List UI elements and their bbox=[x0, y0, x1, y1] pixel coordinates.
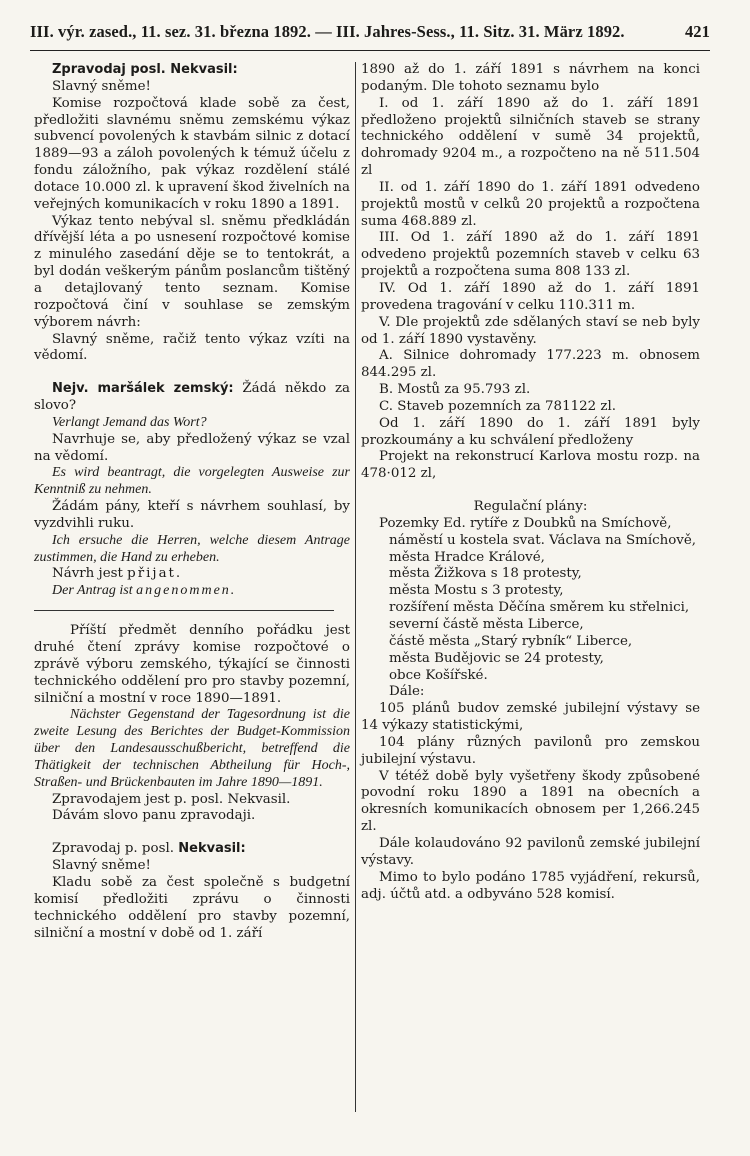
paragraph: V tétéž době byly vyšetřeny škody způsobené povodní roku 1890 a 1891 na obecních a okresních komunikacích obnosem per 1,266.245 zl. bbox=[361, 768, 700, 835]
paragraph: Slavný sněme, račiž tento výkaz vzíti na vědomí. bbox=[34, 331, 350, 364]
speaker-line: Zpravodaj p. posl. Nekvasil: bbox=[52, 841, 246, 857]
paragraph: 104 plány různých pavilonů pro zemskou jubilejní výstavu. bbox=[361, 734, 700, 767]
salutation: Slavný sněme! bbox=[52, 78, 151, 94]
paragraph-german: Nächster Gegenstand der Tagesordnung ist die zweite Lesung des Berichtes der Budget-Kommission über den Landesausschußbericht, betreffend die Thätigkeit der technischen Abtheilung für Hoch-, Straßen- und Brückenbauten im Jahre 1890—1891. bbox=[34, 707, 350, 790]
salutation: Slavný sněme! bbox=[52, 858, 151, 874]
paragraph: Zpravodajem jest p. posl. Nekvasil. bbox=[52, 791, 291, 807]
list-item: obce Košířské. bbox=[389, 667, 488, 683]
paragraph: Výkaz tento nebýval sl. sněmu předkládán dřívější léta a po usnesení rozpočtové komise z minulého zasedání děje se to tentokrát, a byl dodán veškerým pánům poslancům tištěný a detajlovaný tento seznam. Komise rozpočtová činí v souhlase se zemským výborem návrh: bbox=[34, 213, 350, 330]
paragraph: Kladu sobě za čest společně s budgetní komisí předložiti zprávu o činnosti technického oddělení pro stavby pozemní, silniční a mostní v době od 1. září bbox=[34, 874, 350, 941]
list-item: severní částě města Liberce, bbox=[389, 617, 584, 632]
paragraph: C. Staveb pozemních za 781122 zl. bbox=[379, 398, 616, 414]
result-line: Návrh jest přijat. bbox=[52, 566, 183, 582]
paragraph: Příští předmět denního pořádku jest druhé čtení zprávy komise rozpočtové o zprávě výboru zemského, týkající se činnosti technického oddělení pro pro stavby pozemní, silniční a mostní v roce 1890—1891. bbox=[34, 623, 350, 706]
list-item: částě města „Starý rybník“ Liberce, bbox=[389, 633, 633, 649]
result-line-german: Der Antrag ist angenommen. bbox=[52, 583, 237, 599]
paragraph: Navrhuje se, aby předložený výkaz se vzal na vědomí. bbox=[34, 431, 350, 464]
list-item: města Mostu s 3 protesty, bbox=[389, 583, 564, 599]
speaker-paragraph: Nejv. maršálek zemský: Žádá někdo za slovo? bbox=[34, 381, 350, 414]
section-heading: Regulační plány: bbox=[473, 499, 588, 515]
paragraph: Dále kolaudováno 92 pavilonů zemské jubilejní výstavy. bbox=[361, 835, 700, 868]
paragraph: IV. Od 1. září 1890 až do 1. září 1891 provedena tragování v celku 110.311 m. bbox=[361, 280, 700, 313]
paragraph: Od 1. září 1890 do 1. září 1891 byly prozkoumány a ku schválení předloženy bbox=[361, 415, 700, 448]
paragraph: II. od 1. září 1890 do 1. září 1891 odvedeno projektů mostů v celků 20 projektů a rozpočtena suma 468.889 zl. bbox=[361, 179, 700, 229]
list-item: Dále: bbox=[389, 684, 425, 700]
paragraph: Projekt na rekonstrucí Karlova mostu rozp. na 478·012 zl, bbox=[361, 449, 700, 482]
paragraph: I. od 1. září 1890 až do 1. září 1891 předloženo projektů silničních staveb se strany technického oddělení v sumě 34 projektů, dohromady 9204 m., a rozpočteno na ně 511.504 zl bbox=[361, 95, 700, 179]
list-item: města Hradce Králové, bbox=[389, 549, 545, 565]
paragraph: Žádám pány, kteří s návrhem souhlasí, by vyzdvihli ruku. bbox=[34, 499, 350, 531]
page-number: 421 bbox=[684, 22, 710, 41]
paragraph: A. Silnice dohromady 177.223 m. obnosem 844.295 zl. bbox=[361, 348, 700, 381]
paragraph: III. Od 1. září 1890 až do 1. září 1891 odvedeno projektů pozemních staveb v celku 63 projektů a rozpočtena suma 808 133 zl. bbox=[361, 230, 700, 280]
header-title: III. výr. zased., 11. sez. 31. března 1892. — III. Jahres-Sess., 11. Sitz. 31. März 1892. bbox=[30, 22, 625, 41]
list-item: města Žižkova s 18 protesty, bbox=[389, 566, 582, 582]
list-item: města Budějovic se 24 protesty, bbox=[389, 650, 604, 666]
paragraph-german: Verlangt Jemand das Wort? bbox=[52, 414, 207, 430]
paragraph: 105 plánů budov zemské jubilejní výstavy se 14 výkazy statistickými, bbox=[361, 701, 700, 734]
column-divider bbox=[355, 62, 356, 1112]
section-rule bbox=[34, 610, 334, 611]
left-column bbox=[34, 62, 350, 942]
list-item: náměstí u kostela svat. Václava na Smíchově, bbox=[389, 532, 697, 548]
right-column bbox=[361, 62, 700, 903]
paragraph: Mimo to bylo podáno 1785 vyjádření, rekursů, adj. účtů atd. a odbyváno 528 komisí. bbox=[361, 869, 700, 902]
paragraph: Komise rozpočtová klade sobě za čest, předložiti slavnému sněmu zemskému výkaz subvencí povolených k stavbám silnic z dotací 1889—93 a záloh povolených k témuž účelu z fondu záložního, pak výkaz rozdělení stálé dotace 10.000 zl. k upravení škod živelních na veřejných komunikacích v roku 1890 a 1891. bbox=[34, 95, 350, 212]
paragraph: Dávám slovo panu zpravodaji. bbox=[52, 808, 256, 824]
paragraph-german: Es wird beantragt, die vorgelegten Ausweise zur Kenntniß zu nehmen. bbox=[34, 465, 350, 498]
paragraph: B. Mostů za 95.793 zl. bbox=[379, 382, 531, 398]
paragraph: V. Dle projektů zde sdělaných staví se neb byly od 1. září 1890 vystavěny. bbox=[361, 314, 700, 347]
speaker-line: Zpravodaj posl. Nekvasil: bbox=[52, 62, 238, 77]
header-rule bbox=[30, 50, 710, 51]
running-header bbox=[30, 22, 710, 48]
list-item: rozšíření města Děčína směrem ku střelnici, bbox=[389, 600, 690, 616]
paragraph: 1890 až do 1. září 1891 s návrhem na konci podaným. Dle tohoto seznamu bylo bbox=[361, 62, 700, 94]
paragraph-german: Ich ersuche die Herren, welche diesem Antrage zustimmen, die Hand zu erheben. bbox=[34, 532, 350, 565]
list-item: Pozemky Ed. rytíře z Doubků na Smíchově, bbox=[379, 515, 672, 531]
